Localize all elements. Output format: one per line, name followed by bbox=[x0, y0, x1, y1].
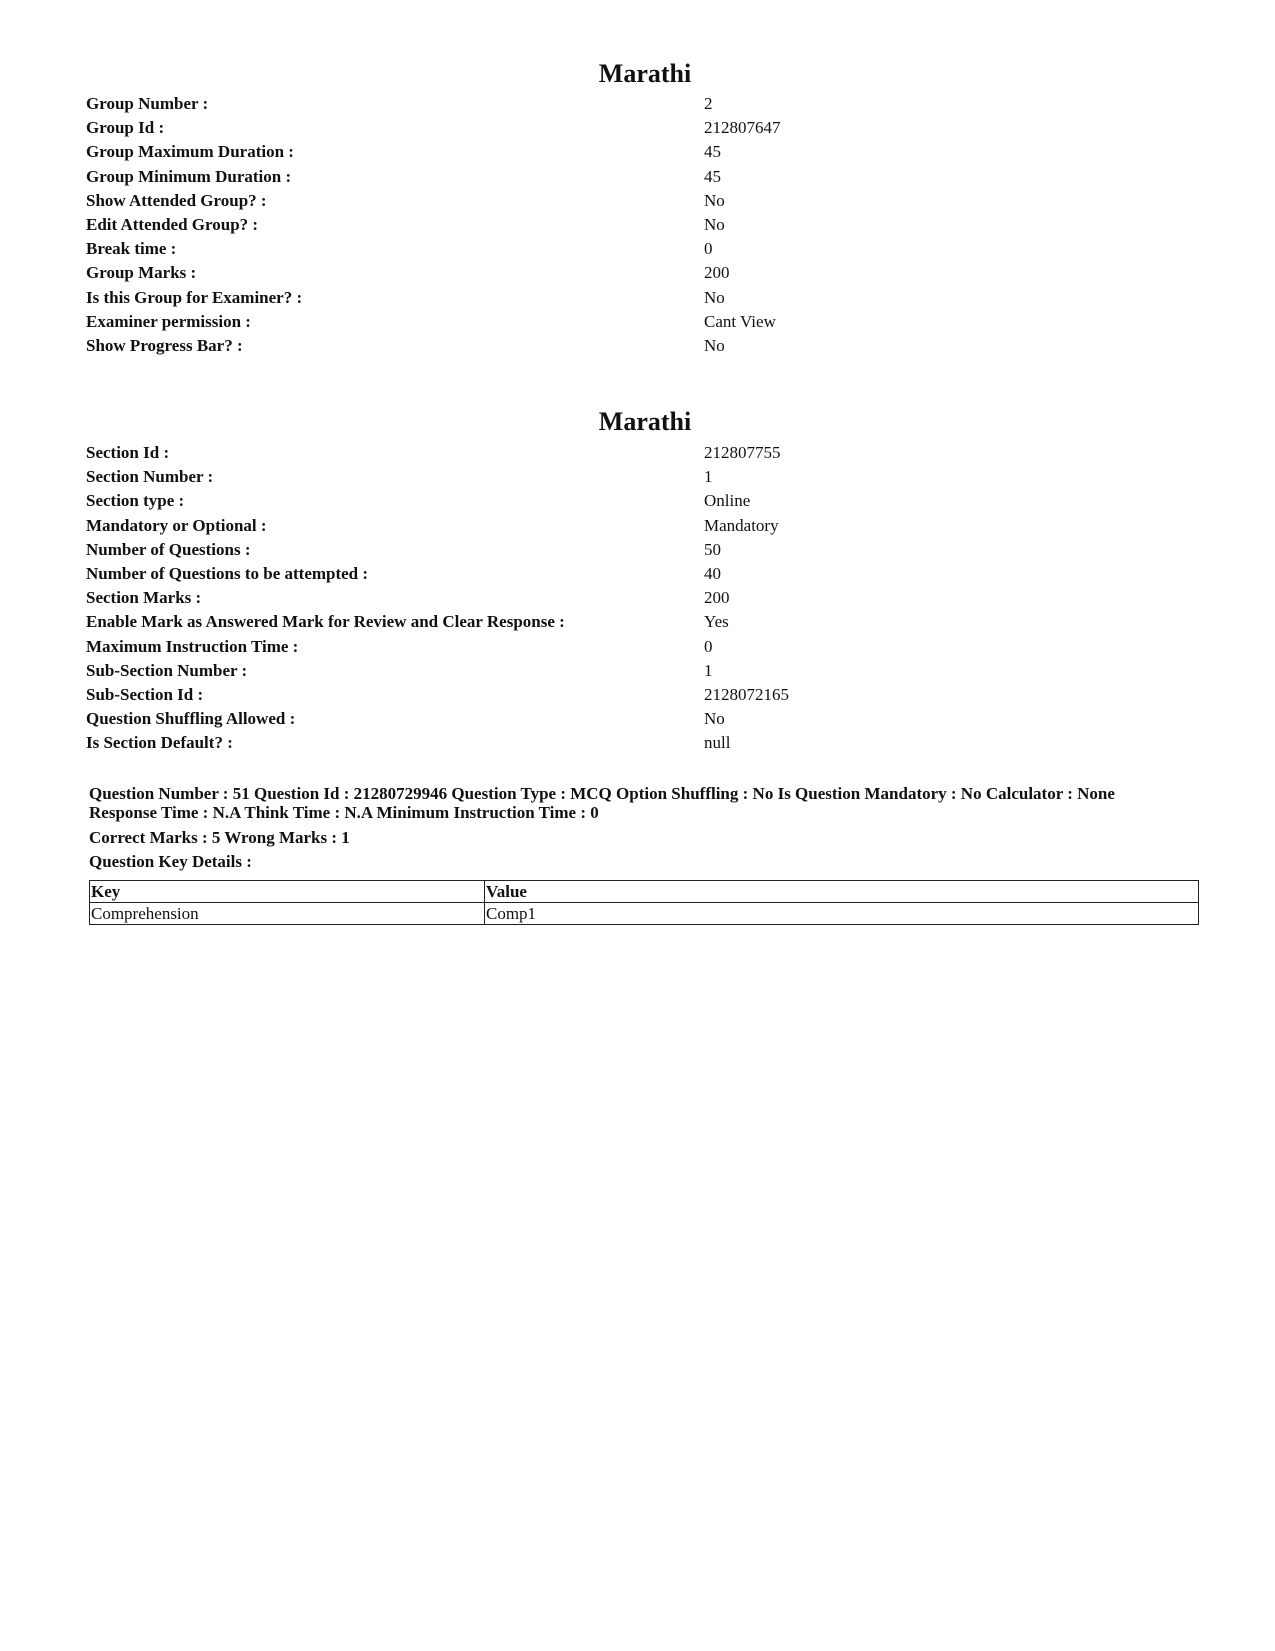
section-row bbox=[86, 514, 1196, 538]
value-cell: Comp1 bbox=[485, 903, 1199, 925]
group-row bbox=[86, 92, 1196, 116]
group-row-key: Break time : bbox=[86, 239, 177, 259]
section-row bbox=[86, 562, 1196, 586]
question-info bbox=[89, 784, 1199, 822]
section-details-table bbox=[86, 441, 1196, 755]
question-key-table bbox=[89, 880, 1199, 925]
group-row bbox=[86, 140, 1196, 164]
group-row bbox=[86, 286, 1196, 310]
section-row-value: 50 bbox=[704, 539, 721, 559]
group-row-key: Group Number : bbox=[86, 94, 209, 114]
section-row-key: Sub-Section Number : bbox=[86, 660, 248, 680]
group-row-key: Show Attended Group? : bbox=[86, 190, 267, 210]
value-column-header: Value bbox=[485, 881, 1199, 903]
section-row-value: null bbox=[704, 733, 731, 753]
group-row-value: 0 bbox=[704, 239, 713, 259]
group-row-key: Group Id : bbox=[86, 118, 165, 138]
group-row-value: Cant View bbox=[704, 311, 776, 331]
section-row bbox=[86, 707, 1196, 731]
group-row-key: Is this Group for Examiner? : bbox=[86, 287, 303, 307]
group-row bbox=[86, 237, 1196, 261]
question-info-line: Question Number : 51 Question Id : 21280729946 Question Type : MCQ Option Shuffling : No Is Question Mandatory : No Calculator : None bbox=[89, 784, 1115, 803]
section-row-value: Yes bbox=[704, 612, 729, 632]
question-timing-line: Response Time : N.A Think Time : N.A Minimum Instruction Time : 0 bbox=[89, 803, 599, 822]
group-row bbox=[86, 189, 1196, 213]
question-key-details-label: Question Key Details : bbox=[89, 852, 252, 871]
section-row-value: 40 bbox=[704, 564, 721, 584]
section-row bbox=[86, 610, 1196, 634]
section-row-value: 1 bbox=[704, 660, 713, 680]
section-row bbox=[86, 489, 1196, 513]
group-row-value: No bbox=[704, 215, 725, 235]
group-row bbox=[86, 116, 1196, 140]
section-row-key: Maximum Instruction Time : bbox=[86, 636, 299, 656]
section-row bbox=[86, 441, 1196, 465]
group-row-value: 212807647 bbox=[704, 118, 781, 138]
group-row-key: Group Minimum Duration : bbox=[86, 166, 292, 186]
section-row bbox=[86, 538, 1196, 562]
group-title: Marathi bbox=[598, 59, 692, 88]
group-row-key: Group Marks : bbox=[86, 263, 197, 283]
section-row-key: Question Shuffling Allowed : bbox=[86, 709, 296, 729]
section-row-key: Section Marks : bbox=[86, 588, 202, 608]
group-row-value: 45 bbox=[704, 166, 721, 186]
section-row-key: Is Section Default? : bbox=[86, 733, 233, 753]
section-row-value: 0 bbox=[704, 636, 713, 656]
section-row bbox=[86, 635, 1196, 659]
group-details-table bbox=[86, 92, 1196, 358]
section-row-value: Online bbox=[704, 491, 751, 511]
section-row-value: 212807755 bbox=[704, 443, 781, 463]
group-row bbox=[86, 213, 1196, 237]
group-row-value: No bbox=[704, 190, 725, 210]
section-row-key: Section type : bbox=[86, 491, 185, 511]
section-row-key: Sub-Section Id : bbox=[86, 684, 204, 704]
key-column-header: Key bbox=[90, 881, 485, 903]
section-row-value: Mandatory bbox=[704, 515, 779, 535]
section-row bbox=[86, 586, 1196, 610]
key-table-header-row bbox=[90, 881, 1199, 903]
section-row-key: Section Id : bbox=[86, 443, 170, 463]
group-row-key: Group Maximum Duration : bbox=[86, 142, 294, 162]
group-row bbox=[86, 165, 1196, 189]
section-row bbox=[86, 659, 1196, 683]
section-row-key: Mandatory or Optional : bbox=[86, 515, 267, 535]
group-row bbox=[86, 310, 1196, 334]
group-row-key: Examiner permission : bbox=[86, 311, 251, 331]
group-row-value: No bbox=[704, 287, 725, 307]
group-row-value: No bbox=[704, 335, 725, 355]
section-row-value: No bbox=[704, 709, 725, 729]
group-row-key: Show Progress Bar? : bbox=[86, 335, 243, 355]
group-row-value: 200 bbox=[704, 263, 730, 283]
section-row-key: Number of Questions to be attempted : bbox=[86, 564, 369, 584]
group-row bbox=[86, 261, 1196, 285]
section-row-value: 200 bbox=[704, 588, 730, 608]
section-row-key: Number of Questions : bbox=[86, 539, 251, 559]
group-row-value: 45 bbox=[704, 142, 721, 162]
section-row-value: 2128072165 bbox=[704, 684, 789, 704]
section-row-key: Enable Mark as Answered Mark for Review and Clear Response : bbox=[86, 612, 565, 632]
section-row bbox=[86, 683, 1196, 707]
table-row bbox=[90, 903, 1199, 925]
group-row-value: 2 bbox=[704, 94, 713, 114]
question-marks: Correct Marks : 5 Wrong Marks : 1 bbox=[89, 828, 350, 847]
key-cell: Comprehension bbox=[90, 903, 485, 925]
section-row-key: Section Number : bbox=[86, 467, 214, 487]
group-row-key: Edit Attended Group? : bbox=[86, 215, 259, 235]
section-row bbox=[86, 465, 1196, 489]
section-row bbox=[86, 731, 1196, 755]
section-title: Marathi bbox=[598, 407, 692, 436]
section-row-value: 1 bbox=[704, 467, 713, 487]
group-row bbox=[86, 334, 1196, 358]
